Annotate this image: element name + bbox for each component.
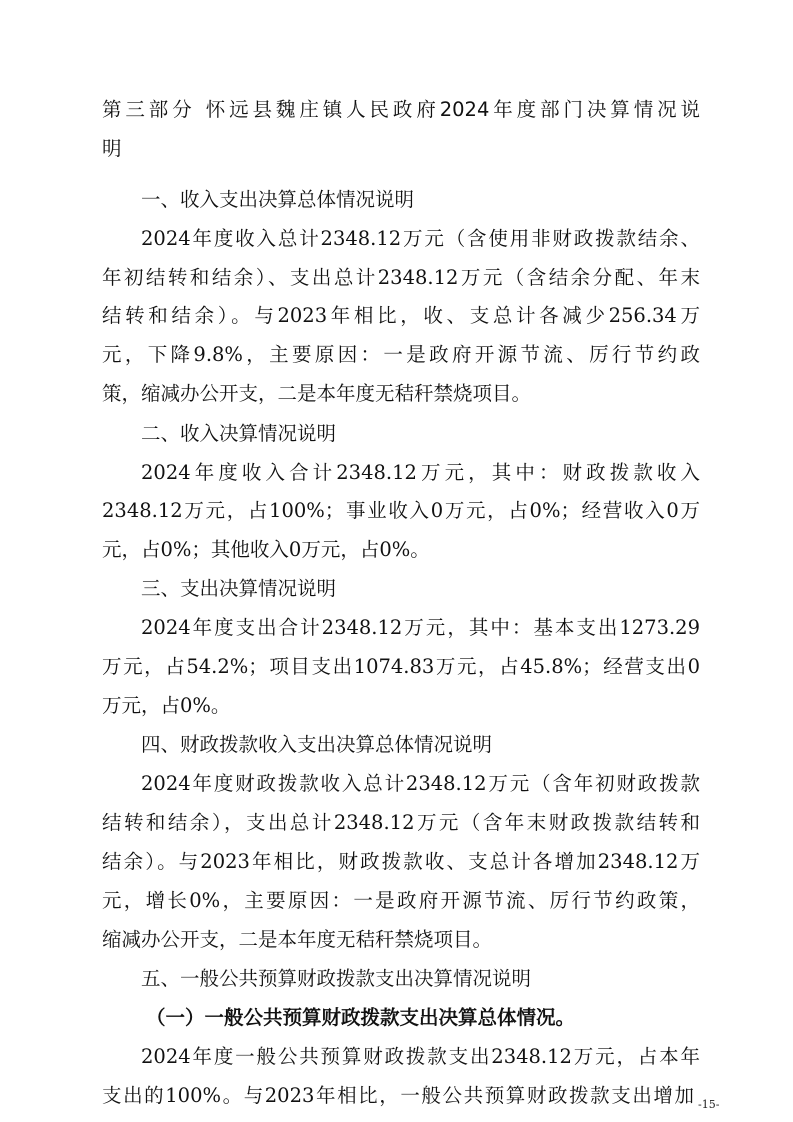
paragraph-line: 万元，占0%。 — [102, 694, 231, 717]
paragraph-line: 元，占0%；其他收入0万元，占0%。 — [102, 538, 430, 561]
paragraph-line: 元，增长0%，主要原因：一是政府开源节流、厉行节约政策， — [102, 889, 700, 912]
paragraph-line: 结余）。与2023年相比，财政拨款收、支总计各增加2348.12万 — [102, 850, 700, 873]
section-heading-1: 一、收入支出决算总体情况说明 — [141, 188, 415, 211]
section-heading-5: 五、一般公共预算财政拨款支出决算情况说明 — [141, 967, 532, 990]
paragraph-line: 2024年度一般公共预算财政拨款支出2348.12万元，占本年 — [141, 1045, 700, 1068]
paragraph-line: 元，下降9.8%，主要原因：一是政府开源节流、厉行节约政 — [102, 343, 700, 366]
paragraph-line: 策，缩减办公开支，二是本年度无秸秆禁烧项目。 — [102, 382, 532, 405]
paragraph-line: 2024年度收入总计2348.12万元（含使用非财政拨款结余、 — [141, 227, 700, 250]
paragraph-line: 2024年度支出合计2348.12万元，其中：基本支出1273.29 — [141, 616, 700, 639]
paragraph-line: 2024年度收入合计2348.12万元，其中：财政拨款收入 — [141, 461, 700, 484]
paragraph-line: 万元，占54.2%；项目支出1074.83万元，占45.8%；经营支出0 — [102, 655, 700, 678]
page-title-line-2: 明 — [102, 137, 122, 160]
paragraph-line: 缩减办公开支，二是本年度无秸秆禁烧项目。 — [102, 928, 493, 951]
paragraph-line: 支出的100%。与2023年相比，一般公共预算财政拨款支出增加 — [102, 1084, 694, 1107]
page-title-line-1: 第三部分 怀远县魏庄镇人民政府2024年度部门决算情况说 — [102, 98, 700, 121]
paragraph-line: 年初结转和结余）、支出总计2348.12万元（含结余分配、年末 — [102, 266, 700, 289]
paragraph-line: 2024年度财政拨款收入总计2348.12万元（含年初财政拨款 — [141, 772, 700, 795]
section-heading-2: 二、收入决算情况说明 — [141, 422, 337, 445]
section-heading-3: 三、支出决算情况说明 — [141, 577, 337, 600]
page-number: -15- — [698, 1098, 720, 1111]
paragraph-line: 结转和结余）。与2023年相比，收、支总计各减少256.34万 — [102, 304, 700, 327]
section-heading-4: 四、财政拨款收入支出决算总体情况说明 — [141, 733, 493, 756]
paragraph-line: 2348.12万元，占100%；事业收入0万元，占0%；经营收入0万 — [102, 499, 700, 522]
sub-section-heading: （一）一般公共预算财政拨款支出决算总体情况。 — [146, 1006, 576, 1029]
paragraph-line: 结转和结余），支出总计2348.12万元（含年末财政拨款结转和 — [102, 811, 700, 834]
